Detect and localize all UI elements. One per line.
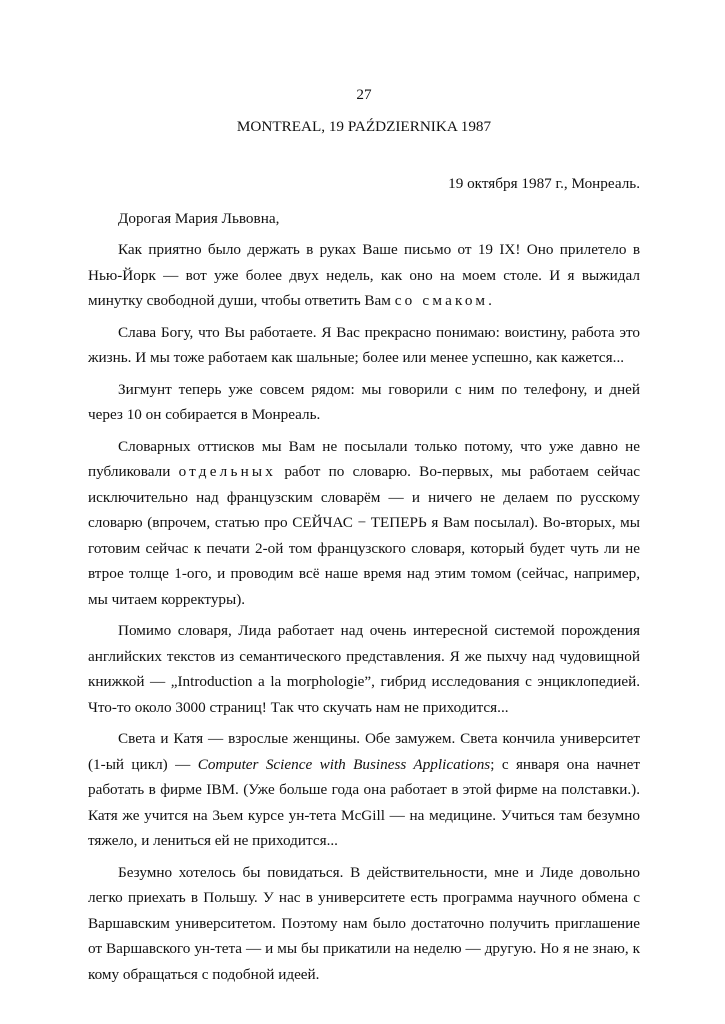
letter-page bbox=[88, 82, 640, 987]
letter-salutation: Дорогая Мария Львовна, bbox=[118, 210, 280, 227]
paragraph-1 bbox=[88, 231, 640, 314]
paragraph-1-end: . bbox=[488, 292, 492, 309]
paragraph-5: Помимо словаря, Лида работает над очень интересной системой порождения английских текстов из семантического представления. Я же пыхчу над чудовищной книжкой — „Introduction a la morphologie”, гибрид исследования с энциклопедией. Что-то около 3000 страниц! Так что скучать нам не приходится... bbox=[88, 622, 640, 716]
paragraph-1-spaced-text: со смаком bbox=[394, 292, 489, 309]
paragraph-4-rest: работ по словарю. Во-первых, мы работаем сейчас исключительно над французским словарём — и ничего не делаем по русскому словарю (впрочем, статью про СЕЙЧАС − ТЕПЕРЬ я Вам посылал). Во-вторых, мы готовим сейчас к печати 2-ой том французского словаря, который будет чуть ли не втрое толще 1-ого, и проводим всё наше время над этим томом (сейчас, например, мы читаем корректуры). bbox=[88, 463, 640, 608]
letter-dateline: 19 октября 1987 г., Монреаль. bbox=[448, 175, 640, 192]
paragraph-1-text: Как приятно было держать в руках Ваше письмо от 19 IX! Оно прилетело в Нью-Йорк — вот уже более двух недель, как оно на моем столе. И я выжидал минутку свободной души, чтобы ответить Вам bbox=[88, 241, 640, 309]
paragraph-2: Слава Богу, что Вы работаете. Я Вас прекрасно понимаю: воистину, работа это жизнь. И мы тоже работаем как шальные; более или менее успешно, как кажется... bbox=[88, 323, 640, 366]
paragraph-4 bbox=[88, 428, 640, 613]
page-number: 27 bbox=[356, 86, 372, 103]
paragraph-6-italic-text: Computer Science with Business Applications bbox=[197, 755, 491, 773]
letter-title: MONTREAL, 19 PAŹDZIERNIKA 1987 bbox=[236, 118, 492, 135]
paragraph-3: Зигмунт теперь уже совсем рядом: мы говорили с ним по телефону, и дней через 10 он собирается в Монреаль. bbox=[88, 380, 640, 423]
paragraph-6-text: Света и Катя — взрослые женщины. Обе замужем. Света кончила университет (1-ый цикл) — bbox=[88, 730, 640, 773]
paragraph-4-spaced-text: отдельных bbox=[178, 463, 277, 480]
paragraph-6-rest: ; с января она начнет работать в фирме IBM. (Уже больше года она работает в этой фирме на полставки.). Катя же учится на 3ьем курсе ун-тета McGill — на медицине. Учиться там безумно тяжело, и лениться ей не приходится... bbox=[88, 755, 641, 849]
paragraph-4-text: Словарных оттисков мы Вам не посылали только потому, что уже давно не публиковали bbox=[88, 437, 640, 480]
paragraph-6 bbox=[88, 720, 640, 854]
paragraph-7: Безумно хотелось бы повидаться. В действительности, мне и Лиде довольно легко приехать в Польшу. У нас в университете есть программа научного обмена с Варшавским университетом. Поэтому нам было достаточно получить приглашение от Варшавского ун-тета — и мы бы прикатили на неделю — другую. Но я не знаю, к кому обращаться с подобной идеей. bbox=[88, 863, 640, 983]
